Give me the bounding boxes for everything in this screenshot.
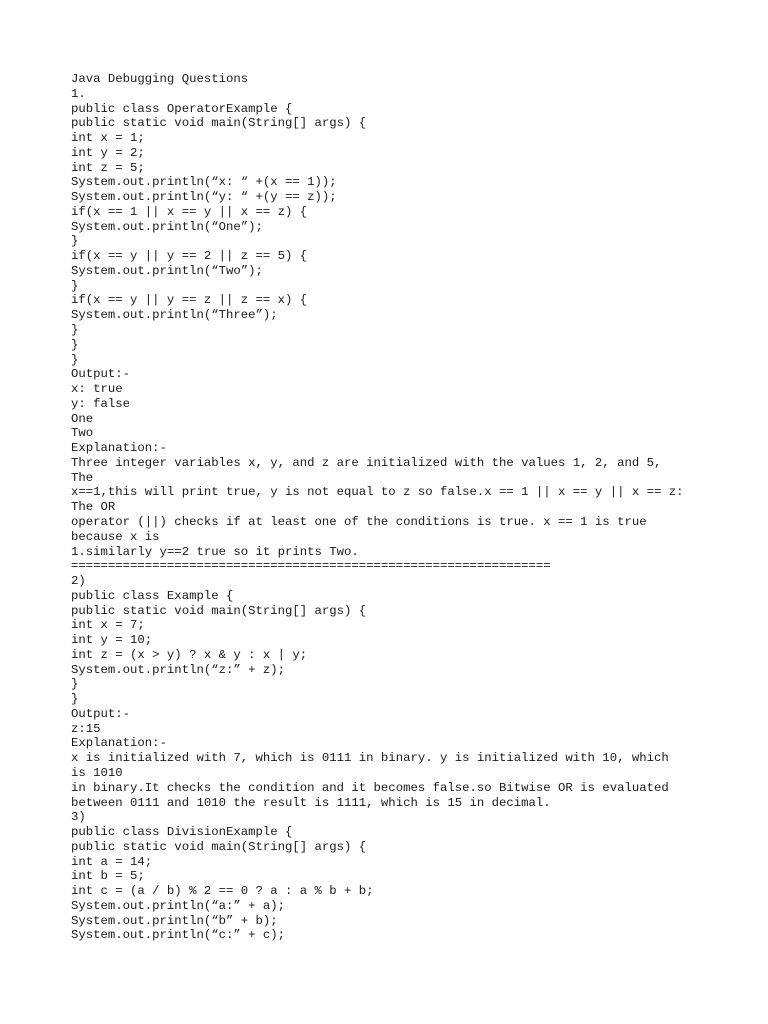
text-line: if(x == y || y == 2 || z == 5) { bbox=[71, 249, 308, 264]
text-line: public class Example { bbox=[71, 588, 234, 603]
text-line: System.out.println(“c:” + c); bbox=[71, 928, 286, 943]
text-line: One bbox=[71, 411, 94, 426]
text-line: System.out.println(“Two”); bbox=[71, 263, 263, 278]
text-line: x is initialized with 7, which is 0111 in binary. y is initialized with 10, which bbox=[71, 751, 669, 766]
text-line: operator (||) checks if at least one of the conditions is true. x == 1 is true bbox=[71, 514, 647, 529]
text-line: public static void main(String[] args) { bbox=[71, 116, 367, 131]
text-line: int a = 14; bbox=[71, 854, 153, 869]
text-line: Output:- bbox=[71, 706, 131, 721]
text-line: 1. bbox=[71, 86, 86, 101]
text-line: int x = 7; bbox=[71, 618, 145, 633]
text-line: } bbox=[71, 337, 79, 352]
text-line: Output:- bbox=[71, 367, 131, 382]
text-line: Two bbox=[71, 426, 94, 441]
document-page bbox=[71, 72, 711, 943]
text-line: Java Debugging Questions bbox=[71, 72, 249, 86]
text-line: } bbox=[71, 692, 79, 707]
text-line: int y = 2; bbox=[71, 145, 145, 160]
text-line: if(x == 1 || x == y || x == z) { bbox=[71, 204, 308, 219]
text-line: public class OperatorExample { bbox=[71, 101, 293, 116]
text-line: Three integer variables x, y, and z are initialized with the values 1, 2, and 5, bbox=[71, 455, 662, 470]
text-line: y: false bbox=[71, 396, 131, 411]
text-line: in binary.It checks the condition and it becomes false.so Bitwise OR is evaluated bbox=[71, 780, 669, 795]
text-line: public static void main(String[] args) { bbox=[71, 603, 367, 618]
text-line: System.out.println(“z:” + z); bbox=[71, 662, 286, 677]
text-line: } bbox=[71, 323, 79, 338]
text-line: because x is bbox=[71, 529, 160, 544]
text-line: int z = 5; bbox=[71, 160, 145, 175]
text-line: public class DivisionExample { bbox=[71, 825, 293, 840]
text-line: System.out.println(“Three”); bbox=[71, 308, 278, 323]
text-line: } bbox=[71, 278, 79, 293]
text-line: between 0111 and 1010 the result is 1111, which is 15 in decimal. bbox=[71, 795, 551, 810]
text-line: is 1010 bbox=[71, 765, 123, 780]
text-line: } bbox=[71, 677, 79, 692]
text-line: System.out.println(“b” + b); bbox=[71, 913, 278, 928]
text-line: The bbox=[71, 470, 94, 485]
text-line: z:15 bbox=[71, 721, 101, 736]
text-line: x: true bbox=[71, 382, 123, 397]
text-line: x==1,this will print true, y is not equal to z so false.x == 1 || x == y || x == z: bbox=[71, 485, 684, 500]
text-line: int y = 10; bbox=[71, 633, 153, 648]
text-line: System.out.println(“a:” + a); bbox=[71, 898, 286, 913]
text-line: public static void main(String[] args) { bbox=[71, 839, 367, 854]
text-line: System.out.println(“One”); bbox=[71, 219, 263, 234]
text-line: Explanation:- bbox=[71, 441, 167, 456]
text-line: System.out.println(“y: “ +(y == z)); bbox=[71, 190, 337, 205]
text-line: } bbox=[71, 234, 79, 249]
text-line: int z = (x > y) ? x & y : x | y; bbox=[71, 647, 308, 662]
text-line: System.out.println(“x: “ +(x == 1)); bbox=[71, 175, 337, 190]
text-line: } bbox=[71, 352, 79, 367]
text-line: 2) bbox=[71, 574, 86, 589]
text-line: int x = 1; bbox=[71, 131, 145, 146]
text-line: 1.similarly y==2 true so it prints Two. bbox=[71, 544, 359, 559]
text-line: if(x == y || y == z || z == x) { bbox=[71, 293, 308, 308]
text-line: 3) bbox=[71, 810, 86, 825]
text-line: Explanation:- bbox=[71, 736, 167, 751]
text-line: int c = (a / b) % 2 == 0 ? a : a % b + b; bbox=[71, 884, 374, 899]
text-line: int b = 5; bbox=[71, 869, 145, 884]
text-line: ================================================================= bbox=[71, 559, 551, 574]
text-line: The OR bbox=[71, 500, 116, 515]
